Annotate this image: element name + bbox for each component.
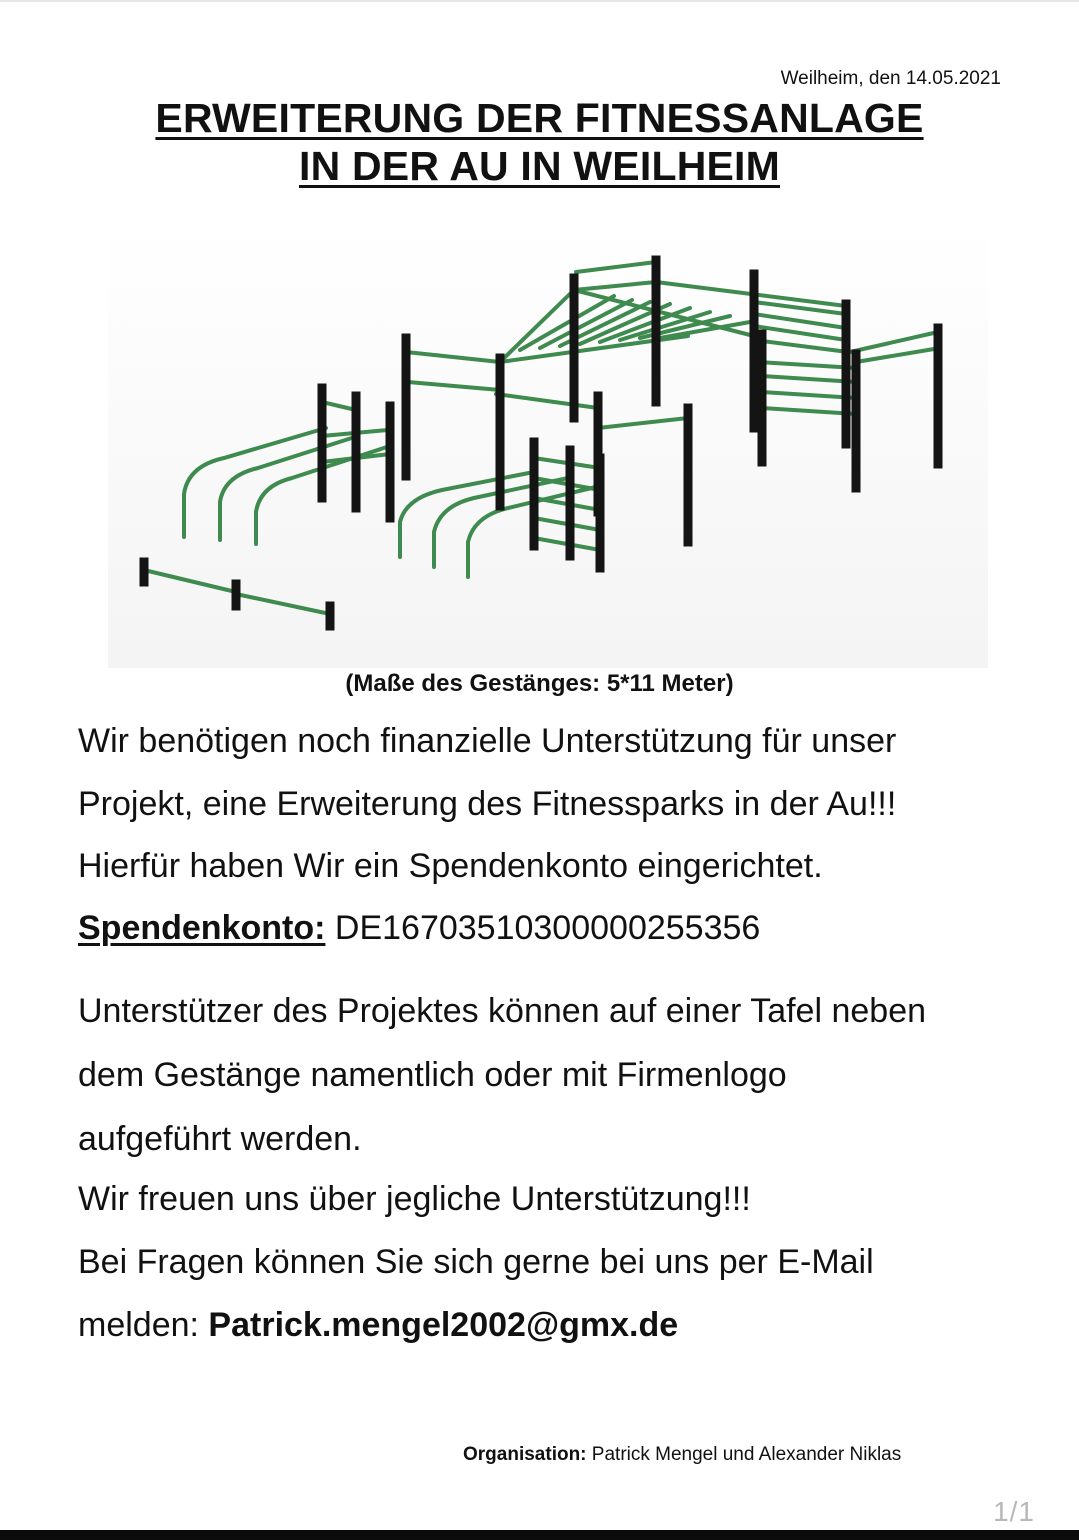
bottom-system-bar (0, 1530, 1079, 1540)
contact-email-link[interactable]: Patrick.mengel2002@gmx.de (208, 1306, 679, 1344)
organisation-label: Organisation: (463, 1444, 587, 1465)
donation-account-label: Spendenkonto: (78, 909, 326, 947)
body-text-line: aufgeführt werden. (78, 1120, 362, 1158)
contact-line (78, 1306, 678, 1345)
document-date: Weilheim, den 14.05.2021 (780, 68, 1001, 89)
body-text-line: Hierfür haben Wir ein Spendenkonto eingerichtet. (78, 847, 823, 885)
organisation-names: Patrick Mengel und Alexander Niklas (591, 1444, 902, 1465)
body-text-line: Bei Fragen können Sie sich gerne bei uns per E-Mail (78, 1243, 874, 1281)
document-title-line-2: IN DER AU IN WEILHEIM (298, 143, 780, 189)
body-text-line: Wir benötigen noch finanzielle Unterstützung für unser (78, 722, 897, 760)
donation-account-line (78, 909, 760, 948)
body-text-line: Projekt, eine Erweiterung des Fitnessparks in der Au!!! (78, 785, 897, 823)
figure-caption: (Maße des Gestänges: 5*11 Meter) (345, 670, 734, 697)
organisation-footer (463, 1444, 901, 1466)
calisthenics-equipment-illustration (108, 222, 988, 668)
body-text-line: Wir freuen uns über jegliche Unterstützung!!! (78, 1180, 751, 1218)
page-indicator: 1/1 (993, 1496, 1035, 1527)
document-title-line-1: ERWEITERUNG DER FITNESSANLAGE (155, 95, 924, 141)
body-text-line: Unterstützer des Projektes können auf einer Tafel neben (78, 992, 927, 1030)
donation-account-iban: DE16703510300000255356 (334, 909, 761, 947)
contact-prefix: melden: (78, 1306, 199, 1344)
body-text-line: dem Gestänge namentlich oder mit Firmenlogo (78, 1056, 787, 1094)
top-divider (0, 0, 1079, 2)
